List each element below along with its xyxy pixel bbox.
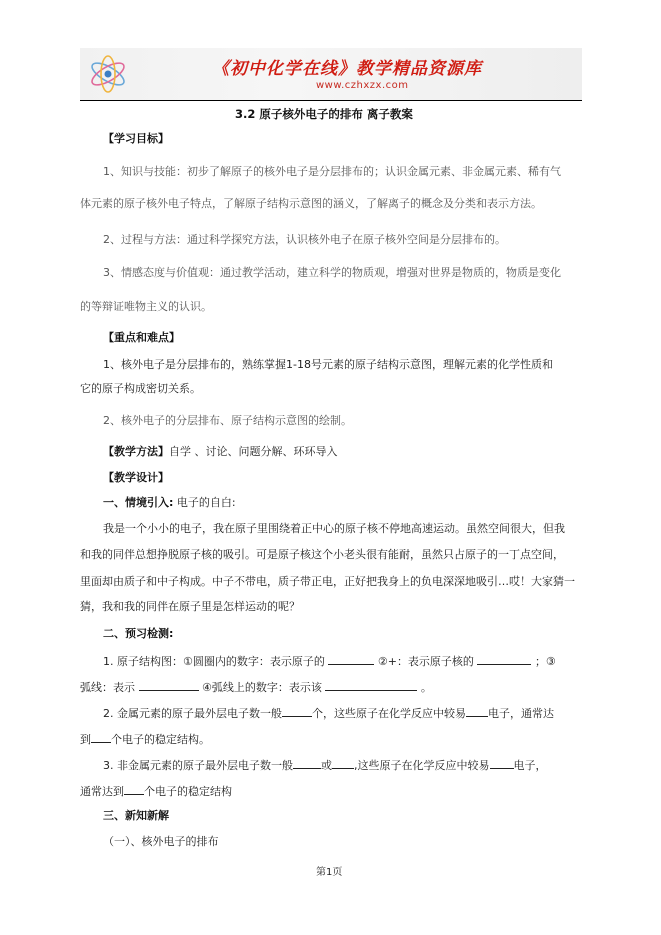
header-banner bbox=[80, 48, 582, 101]
q1-text-a: 1. 原子结构图：①圆圈内的数字：表示原子的 bbox=[103, 655, 325, 668]
site-brand: 《初中化学在线》教学精品资源库 bbox=[212, 59, 482, 79]
goals-item1-line2: 体元素的原子核外电子特点，了解原子结构示意图的涵义，了解离子的概念及分类和表示方法。 bbox=[80, 197, 542, 210]
newknow-heading: 三、新知新解 bbox=[103, 809, 169, 822]
page-number: 第1页 bbox=[316, 867, 343, 878]
q2-blank-1[interactable] bbox=[282, 705, 312, 717]
goals-item3-line2: 的等辩证唯物主义的认识。 bbox=[80, 300, 212, 313]
q1-text-b: ②+：表示原子核的 bbox=[377, 655, 474, 668]
methods-text: 自学 、讨论、问题分解、环环导入 bbox=[169, 445, 338, 458]
q1-text-c: ；③ bbox=[534, 655, 556, 668]
q3-blank-4[interactable] bbox=[124, 783, 144, 795]
key-item2: 2、核外电子的分层排布、原子结构示意图的绘制。 bbox=[103, 414, 352, 427]
q1-blank-3[interactable] bbox=[139, 679, 199, 691]
goals-item2: 2、过程与方法：通过科学探究方法，认识核外电子在原子核外空间是分层排布的。 bbox=[103, 233, 506, 246]
methods-line bbox=[103, 445, 338, 459]
q2-text-c: 电子，通常达 bbox=[488, 707, 554, 720]
newknow-sub1: （一）、核外电子的排布 bbox=[103, 835, 219, 848]
goals-heading: 【学习目标】 bbox=[103, 132, 169, 145]
intro-para-line1: 我是一个小小的电子，我在原子里围绕着正中心的原子核不停地高速运动。虽然空间很大，但我 bbox=[103, 522, 565, 535]
q2-text-e: 个电子的稳定结构。 bbox=[111, 733, 210, 746]
key-item1-line1: 1、核外电子是分层排布的，熟练掌握1-18号元素的原子结构示意图，理解元素的化学性质和 bbox=[103, 358, 553, 371]
q2-blank-2[interactable] bbox=[466, 705, 488, 717]
q3-text-c: ,这些原子在化学反应中较易 bbox=[354, 759, 490, 772]
intro-para-line3: 里面却由质子和中子构成。中子不带电，质子带正电，正好把我身上的负电深深地吸引…哎！大家猜一 bbox=[80, 575, 575, 588]
q1-text-e: ④弧线上的数字：表示该 bbox=[202, 681, 322, 694]
q1-text-f: 。 bbox=[420, 681, 432, 694]
key-item1-line2: 它的原子构成密切关系。 bbox=[80, 382, 201, 395]
intro-para-line4: 猜，我和我的同伴在原子里是怎样运动的呢？ bbox=[80, 600, 300, 613]
atom-logo-icon bbox=[84, 50, 132, 98]
preview-q1-line2 bbox=[80, 679, 432, 695]
q3-text-d: 电子， bbox=[513, 759, 547, 772]
q3-blank-1[interactable] bbox=[293, 757, 321, 769]
q3-text-b: 或 bbox=[321, 759, 332, 772]
q3-text-f: 个电子的稳定结构 bbox=[144, 785, 232, 798]
preview-q2-line2 bbox=[80, 731, 210, 747]
intro-para-line2: 和我的同伴总想挣脱原子核的吸引。可是原子核这个小老头很有能耐，虽然只占原子的一丁点空间， bbox=[80, 548, 564, 561]
design-heading: 【教学设计】 bbox=[103, 471, 169, 484]
page-title: 3.2 原子核外电子的排布 离子教案 bbox=[235, 107, 413, 121]
preview-q2-line1 bbox=[103, 705, 554, 721]
intro-heading: 一、情境引入: bbox=[103, 496, 174, 509]
goals-item1-line1: 1、知识与技能：初步了解原子的核外电子是分层排布的；认识金属元素、非金属元素、稀有气 bbox=[103, 165, 561, 178]
q1-blank-4[interactable] bbox=[325, 679, 417, 691]
intro-heading-line bbox=[103, 496, 236, 510]
q3-text-a: 3. 非金属元素的原子最外层电子数一般 bbox=[103, 759, 293, 772]
preview-q1-line1 bbox=[103, 653, 556, 669]
q2-text-b: 个，这些原子在化学反应中较易 bbox=[312, 707, 466, 720]
q2-text-a: 2. 金属元素的原子最外层电子数一般 bbox=[103, 707, 282, 720]
preview-q3-line2 bbox=[80, 783, 232, 799]
preview-heading: 二、预习检测: bbox=[103, 627, 174, 640]
key-heading: 【重点和难点】 bbox=[103, 331, 180, 344]
q1-text-d: 弧线：表示 bbox=[80, 681, 135, 694]
q1-blank-1[interactable] bbox=[328, 653, 374, 665]
goals-item3-line1: 3、情感态度与价值观：通过教学活动，建立科学的物质观，增强对世界是物质的，物质是变化 bbox=[103, 266, 561, 279]
q2-text-d: 到 bbox=[80, 733, 91, 746]
preview-q3-line1 bbox=[103, 757, 547, 773]
methods-heading: 【教学方法】 bbox=[103, 445, 169, 458]
site-url[interactable]: www.czhxzx.com bbox=[316, 80, 409, 91]
q3-text-e: 通常达到 bbox=[80, 785, 124, 798]
q3-blank-2[interactable] bbox=[332, 757, 354, 769]
intro-heading-text: 电子的自白: bbox=[173, 496, 236, 509]
q3-blank-3[interactable] bbox=[490, 757, 514, 769]
q2-blank-3[interactable] bbox=[91, 731, 111, 743]
q1-blank-2[interactable] bbox=[477, 653, 531, 665]
